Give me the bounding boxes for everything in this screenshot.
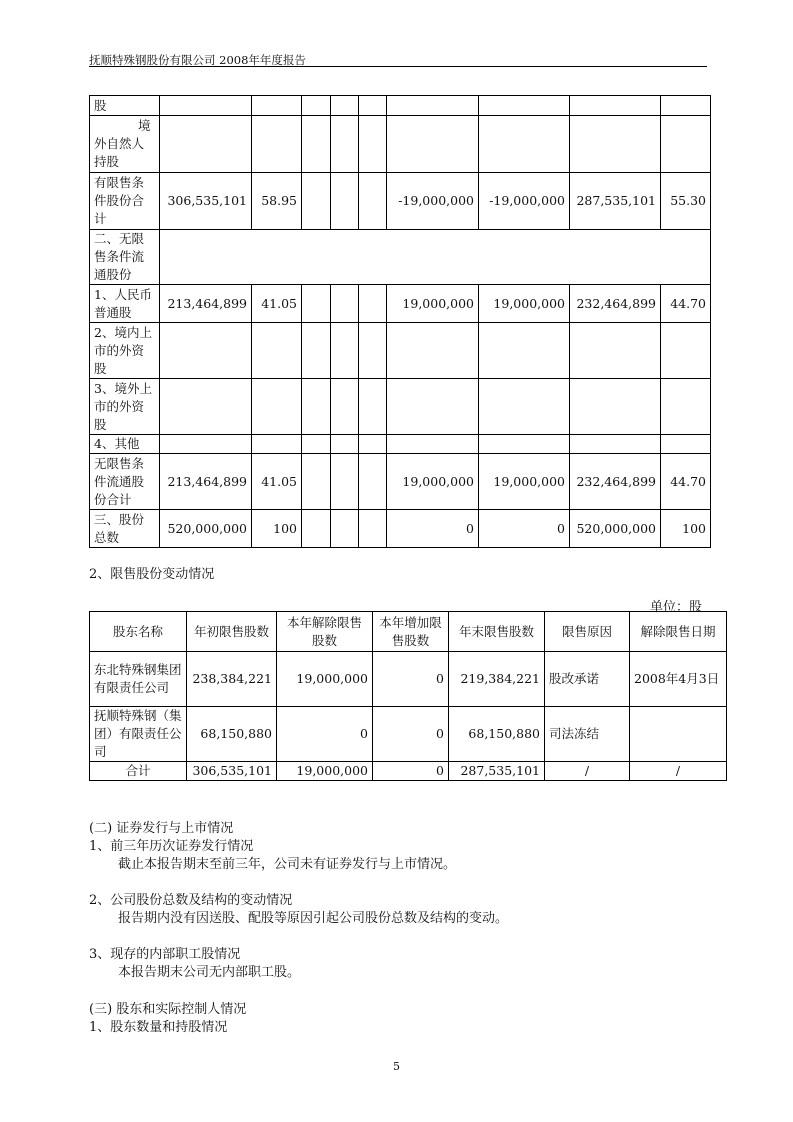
table-row	[90, 707, 727, 762]
cell-value: -19,000,000	[387, 173, 479, 230]
cell-value: 58.95	[252, 173, 302, 230]
cell-value: 41.05	[252, 285, 302, 323]
cell-value: 44.70	[661, 285, 711, 323]
header-rule	[89, 66, 707, 67]
table-row	[90, 510, 711, 548]
column-header: 解除限售日期	[630, 612, 727, 652]
table-row	[90, 173, 711, 230]
row-label: 无限售条件流通股份合计	[90, 454, 160, 510]
table-row	[90, 454, 711, 510]
shareholder-name: 抚顺特殊钢（集团）有限责任公司	[90, 707, 187, 762]
subsection-heading: 1、股东数量和持股情况	[89, 1020, 228, 1035]
cell-value: 100	[661, 510, 711, 548]
cell-value: 287,535,101	[449, 762, 545, 781]
row-label: 股	[90, 96, 160, 116]
subsection-heading: 3、现存的内部职工股情况	[89, 947, 241, 962]
release-date: /	[630, 762, 727, 781]
shareholder-name: 东北特殊钢集团有限责任公司	[90, 652, 187, 707]
cell-value: 238,384,221	[187, 652, 277, 707]
cell-value: 19,000,000	[277, 762, 373, 781]
cell-value: 232,464,899	[570, 285, 661, 323]
subsection-heading: 2、公司股份总数及结构的变动情况	[89, 893, 293, 908]
column-header: 本年增加限售股数	[373, 612, 449, 652]
column-header: 年末限售股数	[449, 612, 545, 652]
table-row	[90, 116, 711, 173]
cell-value: 306,535,101	[187, 762, 277, 781]
row-label: 有限售条件股份合计	[90, 173, 160, 230]
paragraph: 本报告期末公司无内部职工股。	[118, 965, 301, 980]
restriction-reason: 司法冻结	[545, 707, 630, 762]
row-label: 4、其他	[90, 435, 160, 454]
restriction-reason: /	[545, 762, 630, 781]
table-row	[90, 379, 711, 435]
column-header: 年初限售股数	[187, 612, 277, 652]
section-heading: (三) 股东和实际控制人情况	[89, 1002, 247, 1017]
column-header: 股东名称	[90, 612, 187, 652]
cell-value: 306,535,101	[160, 173, 252, 230]
row-label: 三、股份总数	[90, 510, 160, 548]
cell-value: 0	[373, 762, 449, 781]
cell-value: 44.70	[661, 454, 711, 510]
cell-value: 19,000,000	[479, 454, 570, 510]
release-date: 2008年4月3日	[630, 652, 727, 707]
cell-value: 0	[373, 652, 449, 707]
section-title: 2、限售股份变动情况	[89, 567, 215, 582]
paragraph: 截止本报告期末至前三年，公司未有证券发行与上市情况。	[118, 857, 457, 872]
table-total-row	[90, 762, 727, 781]
cell-value: 19,000,000	[387, 454, 479, 510]
row-label: 3、境外上市的外资股	[90, 379, 160, 435]
cell-value: -19,000,000	[479, 173, 570, 230]
release-date	[630, 707, 727, 762]
table-row	[90, 285, 711, 323]
row-label: 境外自然人持股	[90, 116, 160, 173]
cell-value: 219,384,221	[449, 652, 545, 707]
table-header-row	[90, 612, 727, 652]
table-row	[90, 435, 711, 454]
cell-value: 0	[277, 707, 373, 762]
page-number: 5	[393, 1060, 400, 1073]
section-heading: (二) 证券发行与上市情况	[89, 821, 234, 836]
column-header: 本年解除限售股数	[277, 612, 373, 652]
cell-value: 520,000,000	[160, 510, 252, 548]
total-label: 合计	[90, 762, 187, 781]
cell-value: 68,150,880	[449, 707, 545, 762]
restricted-shares-table	[89, 611, 727, 781]
cell-value: 19,000,000	[387, 285, 479, 323]
table-row	[90, 230, 711, 285]
cell-value: 213,464,899	[160, 454, 252, 510]
table-row	[90, 652, 727, 707]
restriction-reason: 股改承诺	[545, 652, 630, 707]
cell-value: 41.05	[252, 454, 302, 510]
row-label: 二、无限售条件流通股份	[90, 230, 160, 285]
cell-value: 213,464,899	[160, 285, 252, 323]
cell-value: 232,464,899	[570, 454, 661, 510]
cell-value: 100	[252, 510, 302, 548]
column-header: 限售原因	[545, 612, 630, 652]
share-structure-table	[89, 95, 711, 548]
cell-value: 0	[479, 510, 570, 548]
cell-value: 520,000,000	[570, 510, 661, 548]
cell-value: 287,535,101	[570, 173, 661, 230]
cell-value: 0	[373, 707, 449, 762]
table-row	[90, 323, 711, 379]
cell-value: 19,000,000	[277, 652, 373, 707]
unit-label: 单位：股	[650, 600, 703, 615]
cell-value: 55.30	[661, 173, 711, 230]
paragraph: 报告期内没有因送股、配股等原因引起公司股份总数及结构的变动。	[118, 911, 509, 926]
subsection-heading: 1、前三年历次证券发行情况	[89, 839, 254, 854]
cell-value: 68,150,880	[187, 707, 277, 762]
table-row	[90, 96, 711, 116]
row-label: 1、人民币普通股	[90, 285, 160, 323]
row-label: 2、境内上市的外资股	[90, 323, 160, 379]
page-header: 抚顺特殊钢股份有限公司 2008年年度报告	[89, 53, 306, 67]
cell-value: 0	[387, 510, 479, 548]
cell-value: 19,000,000	[479, 285, 570, 323]
